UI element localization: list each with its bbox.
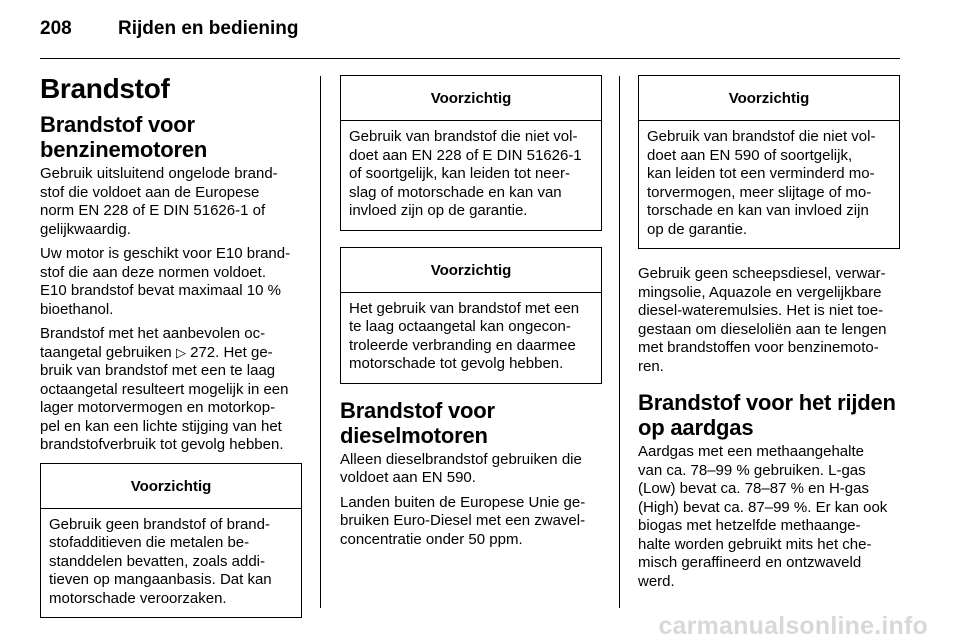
column-divider bbox=[320, 76, 321, 608]
paragraph: Aardgas met een methaangehalte van ca. 78–99 % gebruiken. L-gas (Low) bevat ca. 78–87 % en H-gas (High) bevat ca. 87–99 %. Er kan ook biogas met hetzelfde methaange- halte worden gebruikt mits het che- misch geraffineerd en ontzwaveld werd. bbox=[638, 443, 888, 590]
page-number: 208 bbox=[40, 18, 72, 39]
warning-title: Voorzichtig bbox=[41, 464, 301, 509]
page-header bbox=[40, 18, 299, 40]
column-3 bbox=[638, 68, 900, 597]
warning-title: Voorzichtig bbox=[341, 248, 601, 293]
warning-title: Voorzichtig bbox=[639, 76, 899, 121]
header-rule bbox=[40, 58, 900, 59]
section-heading-petrol: Brandstof voor benzinemotoren bbox=[40, 112, 208, 162]
triangle-reference-icon[interactable]: ▷ bbox=[175, 344, 186, 360]
warning-text: Gebruik geen brandstof of brand- stofadditieven die metalen be- standdelen bevatten, zoals addi- tieven op mangaanbasis. Dat kan motorschade veroorzaken. bbox=[49, 515, 272, 607]
section-heading-diesel: Brandstof voor dieselmotoren bbox=[340, 397, 495, 448]
warning-text: Gebruik van brandstof die niet vol- doet aan EN 590 of soortgelijk, kan leiden tot een verminderd mo- torvermogen, meer slijtage of mo- torschade en kan van invloed zijn op de garantie. bbox=[647, 128, 876, 238]
paragraph: Gebruik uitsluitend ongelode brand- stof die voldoet aan de Europese norm EN 228 of E DIN 51626-1 of gelijkwaardig. bbox=[40, 165, 278, 238]
paragraph: Gebruik geen scheepsdiesel, verwar- mingsolie, Aquazole en vergelijkbare diesel-wateremulsies. Het is niet toe- gestaan om dieseloliën aan te lengen met brandstoffen voor benzinemoto- ren. bbox=[638, 265, 887, 375]
paragraph: Uw motor is geschikt voor E10 brand- stof die aan deze normen voldoet. E10 brandstof bevat maximaal 10 % bioethanol. bbox=[40, 245, 291, 318]
column-1 bbox=[40, 68, 302, 628]
chapter-title: Brandstof bbox=[40, 73, 170, 104]
warning-box bbox=[340, 75, 602, 231]
column-divider bbox=[619, 76, 620, 608]
column-2 bbox=[340, 68, 602, 555]
paragraph: Landen buiten de Europese Unie ge- bruiken Euro-Diesel met een zwavel- concentratie onder 50 ppm. bbox=[340, 493, 586, 548]
paragraph-text: Brandstof met het aanbevolen oc- taangetal gebruiken bbox=[40, 325, 266, 361]
section-heading-natural-gas: Brandstof voor het rijden op aardgas bbox=[638, 390, 896, 440]
paragraph bbox=[40, 325, 302, 455]
section-title: Rijden en bediening bbox=[118, 18, 299, 39]
warning-box bbox=[340, 247, 602, 384]
warning-box bbox=[638, 75, 900, 249]
watermark: carmanualsonline.info bbox=[658, 612, 928, 640]
paragraph-text: 272. Het ge- bruik van brandstof met een te laag octaangetal resulteert mogelijk in een lager motorvermogen en motorkop- pel en kan een lichte stijging van het brandstofverbruik tot gevolg hebben. bbox=[40, 343, 289, 453]
paragraph: Alleen dieselbrandstof gebruiken die voldoet aan EN 590. bbox=[340, 450, 582, 486]
warning-text: Gebruik van brandstof die niet vol- doet aan EN 228 of E DIN 51626-1 of soortgelijk, kan leiden tot neer- slag of motorschade en kan van invloed zijn op de garantie. bbox=[349, 128, 582, 219]
warning-box bbox=[40, 463, 302, 619]
warning-text: Het gebruik van brandstof met een te laag octaangetal kan ongecon- troleerde verbranding en daarmee motorschade tot gevolg hebben. bbox=[349, 299, 580, 372]
warning-title: Voorzichtig bbox=[341, 76, 601, 121]
